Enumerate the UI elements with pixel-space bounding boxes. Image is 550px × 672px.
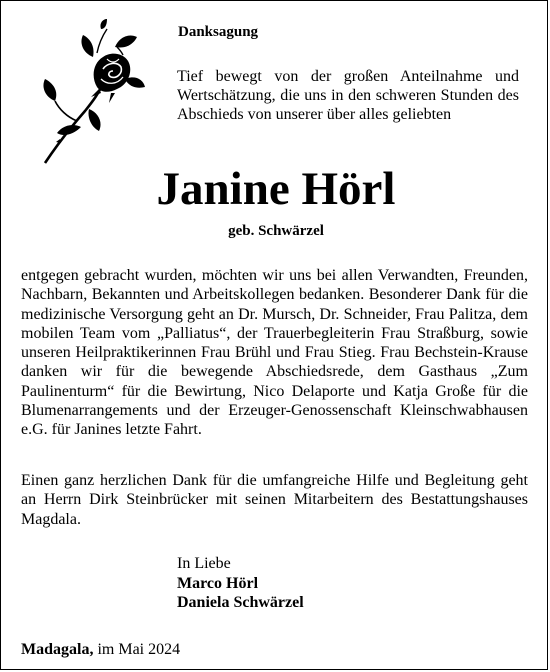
closing-block [177,554,304,613]
intro-text: Tief bewegt von der großen Anteilnahme und Wertschätzung, die uns in den schweren Stunden des Abschieds von unserer über alles geliebten [177,68,519,123]
rose-icon [37,17,149,167]
signature-name: Daniela Schwärzel [177,594,304,611]
thanks-paragraph-1: entgegen gebracht wurden, möchten wir uns bei allen Verwandten, Freunden, Nachbarn, Bekannten und Arbeitskollegen bedanken. Besonderer Dank für die medizinische Versorgung geht an Dr. Mursch, Dr. Schneider, Frau Palitza, dem mobilen Team vom „Palliatus“, der Trauerbegleiterin Frau Straßburg, sowie unseren Heilpraktikerinnen Frau Brühl und Frau Stieg. Frau Bechstein-Krause danken wir für die bewegende Abschiedsrede, dem Gasthaus „Zum Paulinenturm“ für die Bewirtung, Nico Delaporte und Katja Große für die Blumenarrangements und der Erzeuger-Genossenschaft Kleinschwabhausen e.G. für Janines letzte Fahrt. [21,267,528,439]
thanks-paragraph-2: Einen ganz herzlichen Dank für die umfangreiche Hilfe und Begleitung geht an Herrn Dirk Steinbrücker mit seinen Mitarbeitern des Bestattungshauses Magdala. [21,472,528,528]
place-name: Madagala, [21,641,94,658]
deceased-name: Janine Hörl [156,163,396,215]
closing-phrase: In Liebe [177,555,231,572]
date-text: im Mai 2024 [97,641,181,658]
place-date [21,641,180,659]
maiden-name: geb. Schwärzel [228,223,324,239]
notice-heading: Danksagung [178,24,259,40]
signature-name: Marco Hörl [177,574,259,592]
